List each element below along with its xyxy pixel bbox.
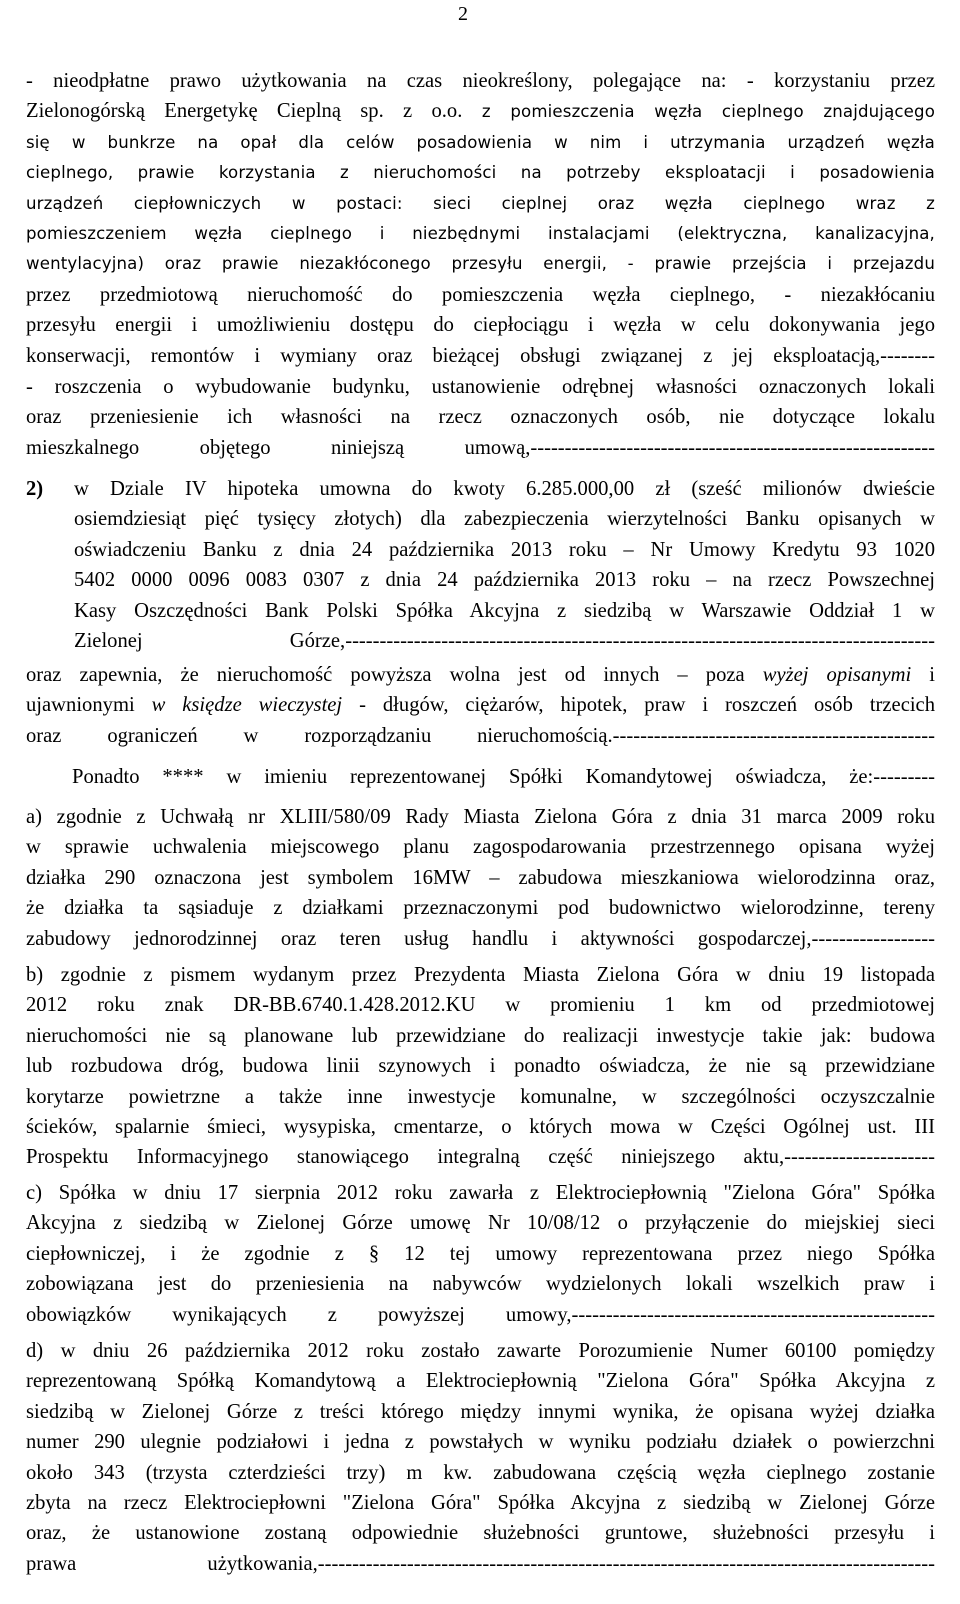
text-fragment: oraz zapewnia, że nieruchomość powyższa wolna jest od innych – poza (26, 664, 763, 686)
text-line: około 343 (trzysta czterdzieści trzy) m kw. zabudowana częścią węzła cieplnego zostanie (26, 1461, 935, 1484)
paragraph-c (26, 1178, 935, 1330)
text-line: siedzibą w Zielonej Górze z treści którego między innymi wynika, że opisana wyżej działka (26, 1400, 935, 1423)
text-line: ścieków, spalarnie śmieci, wysypiska, cmentarze, o których mowa w Części Ogólnej ust. III (26, 1116, 935, 1139)
paragraph-d (26, 1336, 935, 1579)
text-line: zobowiązana jest do przeniesienia na nabywców wydzielonych lokali wszelkich praw i (26, 1273, 935, 1296)
text-line (26, 690, 935, 720)
paragraph-a (26, 802, 935, 954)
page-number: 2 (458, 3, 468, 25)
text-line: konserwacji, remontów i wymiany oraz bieżącej obsługi związanej z jej eksploatacją,-------- (26, 344, 935, 367)
paragraph-b (26, 960, 935, 1173)
text-line: Zielonej Górze,-------------------------------------------------------------------------------------- (74, 630, 935, 653)
text-line (26, 474, 935, 504)
text-line: zabudowy jednorodzinnej oraz teren usług handlu i aktywności gospodarczej,------------------ (26, 927, 935, 950)
mortgage-item (26, 474, 935, 656)
text-line: a) zgodnie z Uchwałą nr XLIII/580/09 Rady Miasta Zielona Góra z dnia 31 marca 2009 roku (26, 806, 935, 828)
text-line: oraz, że ustanowione zostaną odpowiednie służebności gruntowe, służebności przesyłu i (26, 1522, 935, 1545)
text-line: Kasy Oszczędności Bank Polski Spółka Akcyjna z siedzibą w Warszawie Oddział 1 w (74, 599, 935, 622)
text-line: oraz ograniczeń w rozporządzaniu nieruchomością.----------------------------------------------- (26, 724, 935, 747)
text-line: Akcyjna z siedzibą w Zielonej Górze umowę Nr 10/08/12 o przyłączenie do miejskiej sieci (26, 1212, 935, 1235)
text-fragment: Zielonogórską Energetykę Cieplną sp. z o.o. (26, 100, 463, 123)
text-line: oraz przeniesienie ich własności na rzecz oznaczonych osób, nie dotyczące lokalu (26, 406, 935, 429)
text-line: się w bunkrze na opał dla celów posadowienia w nim i utrzymania urządzeń węzła (26, 132, 935, 152)
text-line: prawa użytkowania,------------------------------------------------------------------------------------------ (26, 1552, 935, 1575)
text-line: działka 290 oznaczona jest symbolem 16MW – zabudowa mieszkaniowa wielorodzinna oraz, (26, 866, 935, 889)
text-line: - nieodpłatne prawo użytkowania na czas nieokreślony, polegające na: - korzystaniu przez (26, 70, 935, 92)
text-line: nieruchomości nie są planowane lub przewidziane do realizacji inwestycje takie jak: budowa (26, 1024, 935, 1047)
usage-right-paragraph (26, 66, 935, 371)
text-line: urządzeń ciepłowniczych w postaci: sieci cieplnej oraz węzła cieplnego wraz z (26, 193, 935, 213)
text-line: że działka ta sąsiaduje z działkami przeznaczonymi pod budownictwo wielorodzinne, tereny (26, 897, 935, 920)
text-line: pomieszczeniem węzła cieplnego i niezbędnymi instalacjami (elektryczna, kanalizacyjna, (26, 224, 935, 244)
text-fragment: w Dziale IV hipoteka umowna do kwoty 6.285.000,00 zł (sześć milionów dwieście (74, 478, 935, 500)
claims-paragraph (26, 372, 935, 463)
text-line: 5402 0000 0096 0083 0307 z dnia 24 października 2013 roku – na rzecz Powszechnej (74, 569, 935, 592)
text-line: osiemdziesiąt pięć tysięcy złotych) dla zabezpieczenia wierzytelności Banku opisanych w (74, 508, 935, 531)
text-line: oświadczeniu Banku z dnia 24 października 2013 roku – Nr Umowy Kredytu 93 1020 (74, 538, 935, 561)
text-line: c) Spółka w dniu 17 sierpnia 2012 roku zawarła z Elektrociepłownią "Zielona Góra" Spółka (26, 1182, 935, 1204)
text-line: przez przedmiotową nieruchomość do pomieszczenia węzła cieplnego, - niezakłócaniu (26, 283, 935, 306)
text-line: zbyta na rzecz Elektrociepłowni "Zielona Góra" Spółka Akcyjna z siedzibą w Zielonej Górze (26, 1492, 935, 1515)
text-line: ciepłowniczej, i że zgodnie z § 12 tej umowy reprezentowana przez niego Spółka (26, 1242, 935, 1265)
text-line: przesyłu energii i umożliwieniu dostępu do ciepłociągu i węzła w celu dokonywania jego (26, 314, 935, 337)
text-line: - roszczenia o wybudowanie budynku, ustanowienie odrębnej własności oznaczonych lokali (26, 376, 935, 398)
text-fragment: z pomieszczenia węzła cieplnego znajdującego (462, 102, 935, 122)
text-line: 2012 roku znak DR-BB.6740.1.428.2012.KU w promieniu 1 km od przedmiotowej (26, 994, 935, 1017)
text-line: korytarze powietrzne a także inne inwestycje komunalne, w szczególności oczyszczalnie (26, 1085, 935, 1108)
text-fragment: ujawnionymi (26, 694, 152, 717)
text-line: lub rozbudowa dróg, budowa linii szynowych i ponadto oświadcza, że nie są przewidziane (26, 1055, 935, 1078)
item-label: 2) (26, 478, 44, 500)
text-line (26, 96, 935, 127)
text-line: reprezentowaną Spółką Komandytową a Elektrociepłownią "Zielona Góra" Spółka Akcyjna z (26, 1370, 935, 1393)
text-line: w sprawie uchwalenia miejscowego planu zagospodarowania przestrzennego opisana wyżej (26, 836, 935, 859)
ponadto-paragraph (72, 762, 935, 792)
text-line: b) zgodnie z pismem wydanym przez Prezydenta Miasta Zielona Góra w dniu 19 listopada (26, 964, 935, 986)
text-fragment: w księdze wieczystej (151, 694, 343, 717)
text-line: numer 290 ulegnie podziałowi i jedna z powstałych w wyniku podziału działek o powierzchni (26, 1431, 935, 1454)
text-line: wentylacyjna) oraz prawie niezakłóconego przesyłu energii, - prawie przejścia i przejazdu (26, 254, 935, 274)
text-line: Ponadto **** w imieniu reprezentowanej Spółki Komandytowej oświadcza, że:--------- (72, 766, 935, 788)
text-line: d) w dniu 26 października 2012 roku zostało zawarte Porozumienie Numer 60100 pomiędzy (26, 1340, 935, 1362)
text-fragment: - długów, ciężarów, hipotek, praw i roszczeń osób trzecich (342, 694, 935, 717)
text-line: cieplnego, prawie korzystania z nieruchomości na potrzeby eksploatacji i posadowienia (26, 163, 935, 183)
text-line (26, 660, 935, 690)
assurance-paragraph (26, 660, 935, 751)
text-line: Prospektu Informacyjnego stanowiącego integralną część niniejszego aktu,---------------------- (26, 1146, 935, 1169)
text-fragment: i (911, 664, 935, 686)
text-line: obowiązków wynikających z powyższej umowy,----------------------------------------------------- (26, 1303, 935, 1326)
text-line: mieszkalnego objętego niniejszą umową,----------------------------------------------------------- (26, 436, 935, 459)
text-fragment: wyżej opisanymi (762, 664, 912, 686)
